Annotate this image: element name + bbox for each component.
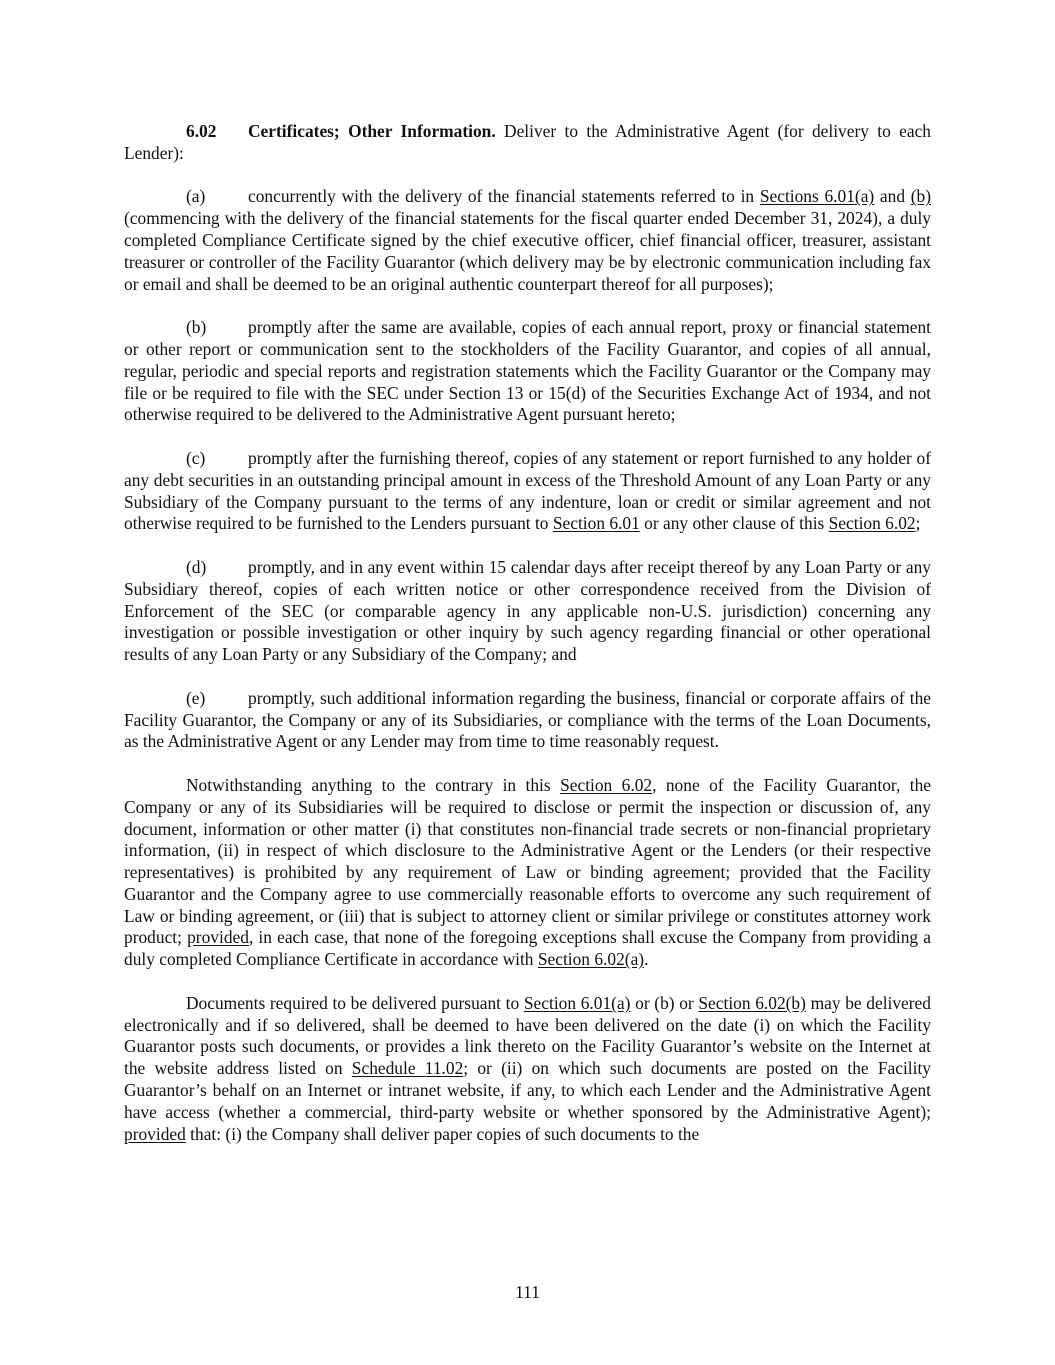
documents-text-4: ; or (ii) on which such documents are posted on the Facility Guarantor’s behalf on an Internet or intranet website, if any, to which each Lender and the Administrative Agent have access (whether a commercial, third-party website or whether sponsored by the Administrative Agent); bbox=[124, 1058, 932, 1122]
clause-c-ref-section-6-01: Section 6.01 bbox=[552, 513, 640, 534]
clause-b-label: (b) bbox=[186, 317, 207, 338]
clause-d-label: (d) bbox=[186, 556, 207, 577]
documents-text-3: may be delivered electronically and if so delivered, shall be deemed to have been delivered on the date (i) on which the Facility Guarantor posts such documents, or provides a link thereto on the Facility Guarantor’s website on the Internet at the website address listed on bbox=[124, 992, 931, 1079]
clause-a-text-3: (commencing with the delivery of the financial statements for the fiscal quarter ended December 31, 2024), a duly completed Compliance Certificate signed by the chief executive officer, chief financial officer, treasurer, assistant treasurer or controller of the Facility Guarantor (which delivery may be by electronic communication including fax or email and shall be deemed to be an original authentic counterpart thereof for all purposes); bbox=[124, 208, 931, 294]
clause-e-label: (e) bbox=[186, 687, 206, 708]
section-intro: Deliver to the Administrative Agent (for delivery to each Lender): bbox=[124, 121, 931, 163]
clause-c-text-3: ; bbox=[915, 513, 921, 534]
clause-c-text-1: promptly after the furnishing thereof, copies of any statement or report furnished to any holder of any debt securities in an outstanding principal amount in excess of the Threshold Amount of any Loan Party or any Subsidiary of the Company pursuant to the terms of any indenture, loan or credit or similar agreement and not otherwise required to be furnished to the Lenders pursuant to bbox=[124, 447, 931, 534]
clause-b bbox=[124, 317, 931, 426]
clause-e-text: promptly, such additional information regarding the business, financial or corporate affairs of the Facility Guarantor, the Company or any of its Subsidiaries, or compliance with the terms of the Loan Documents, as the Administrative Agent or any Lender may from time to time reasonably request. bbox=[124, 687, 931, 752]
documents-text-2: or (b) or bbox=[630, 992, 699, 1013]
documents-text-5: that: (i) the Company shall deliver paper copies of such documents to the bbox=[185, 1123, 700, 1144]
notwithstanding-paragraph bbox=[124, 775, 931, 971]
documents-ref-section-6-01a: Section 6.01(a) bbox=[523, 992, 631, 1013]
documents-ref-section-6-02b: Section 6.02(b) bbox=[698, 992, 806, 1013]
notwithstanding-ref-section-6-02: Section 6.02 bbox=[560, 774, 653, 795]
notwithstanding-text-1: Notwithstanding anything to the contrary in this bbox=[186, 774, 561, 795]
clause-c-text-2: or any other clause of this bbox=[639, 513, 829, 534]
clause-c-ref-section-6-02: Section 6.02 bbox=[828, 513, 916, 534]
clause-e bbox=[124, 688, 931, 753]
section-heading-paragraph bbox=[124, 121, 931, 165]
notwithstanding-ref-section-6-02a: Section 6.02(a) bbox=[537, 949, 645, 970]
section-number: 6.02 bbox=[186, 121, 217, 141]
notwithstanding-text-3: , in each case, that none of the foregoing exceptions shall excuse the Company from providing a duly completed Compliance Certificate in accordance with bbox=[124, 927, 931, 970]
clause-b-text: promptly after the same are available, copies of each annual report, proxy or financial statement or other report or communication sent to the stockholders of the Facility Guarantor, and copies of all annual, regular, periodic and special reports and registration statements which the Facility Guarantor or the Company may file or be required to file with the SEC under Section 13 or 15(d) of the Securities Exchange Act of 1934, and not otherwise required to be delivered to the Administrative Agent pursuant hereto; bbox=[124, 317, 931, 425]
clause-c bbox=[124, 448, 931, 535]
documents-provided: provided bbox=[124, 1123, 186, 1144]
notwithstanding-provided: provided bbox=[187, 927, 249, 948]
clause-a-label: (a) bbox=[186, 186, 206, 207]
clause-a bbox=[124, 186, 931, 295]
notwithstanding-text-4: . bbox=[644, 949, 649, 970]
clause-a-text-2: and bbox=[874, 186, 911, 207]
clause-d bbox=[124, 557, 931, 666]
page-number: 111 bbox=[515, 1282, 540, 1302]
clause-a-ref-sections-6-01a: Sections 6.01(a) bbox=[759, 186, 875, 207]
clause-a-ref-b: (b) bbox=[910, 186, 932, 207]
section-title: Certificates; Other Information. bbox=[248, 121, 496, 141]
documents-paragraph bbox=[124, 993, 931, 1146]
documents-ref-schedule-11-02: Schedule 11.02 bbox=[351, 1058, 464, 1079]
clause-d-text: promptly, and in any event within 15 calendar days after receipt thereof by any Loan Party or any Subsidiary thereof, copies of each written notice or other correspondence received from the Division of Enforcement of the SEC (or comparable agency in any applicable non-U.S. jurisdiction) concerning any investigation or possible investigation or other inquiry by such agency regarding financial or other operational results of any Loan Party or any Subsidiary of the Company; and bbox=[124, 556, 931, 665]
clause-a-text-1: concurrently with the delivery of the financial statements referred to in bbox=[248, 186, 760, 207]
document-body bbox=[124, 121, 931, 1145]
documents-text-1: Documents required to be delivered pursuant to bbox=[186, 992, 524, 1013]
clause-c-label: (c) bbox=[186, 447, 206, 468]
notwithstanding-text-2: , none of the Facility Guarantor, the Company or any of its Subsidiaries will be required to disclose or permit the inspection or discussion of, any document, information or other matter (i) that constitutes non-financial trade secrets or non-financial proprietary information, (ii) in respect of which disclosure to the Administrative Agent or the Lenders (or their respective representatives) is prohibited by any requirement of Law or binding agreement; provided that the Facility Guarantor and the Company agree to use commercially reasonable efforts to overcome any such requirement of Law or binding agreement, or (iii) that is subject to attorney client or similar privilege or constitutes attorney work product; bbox=[124, 774, 931, 948]
